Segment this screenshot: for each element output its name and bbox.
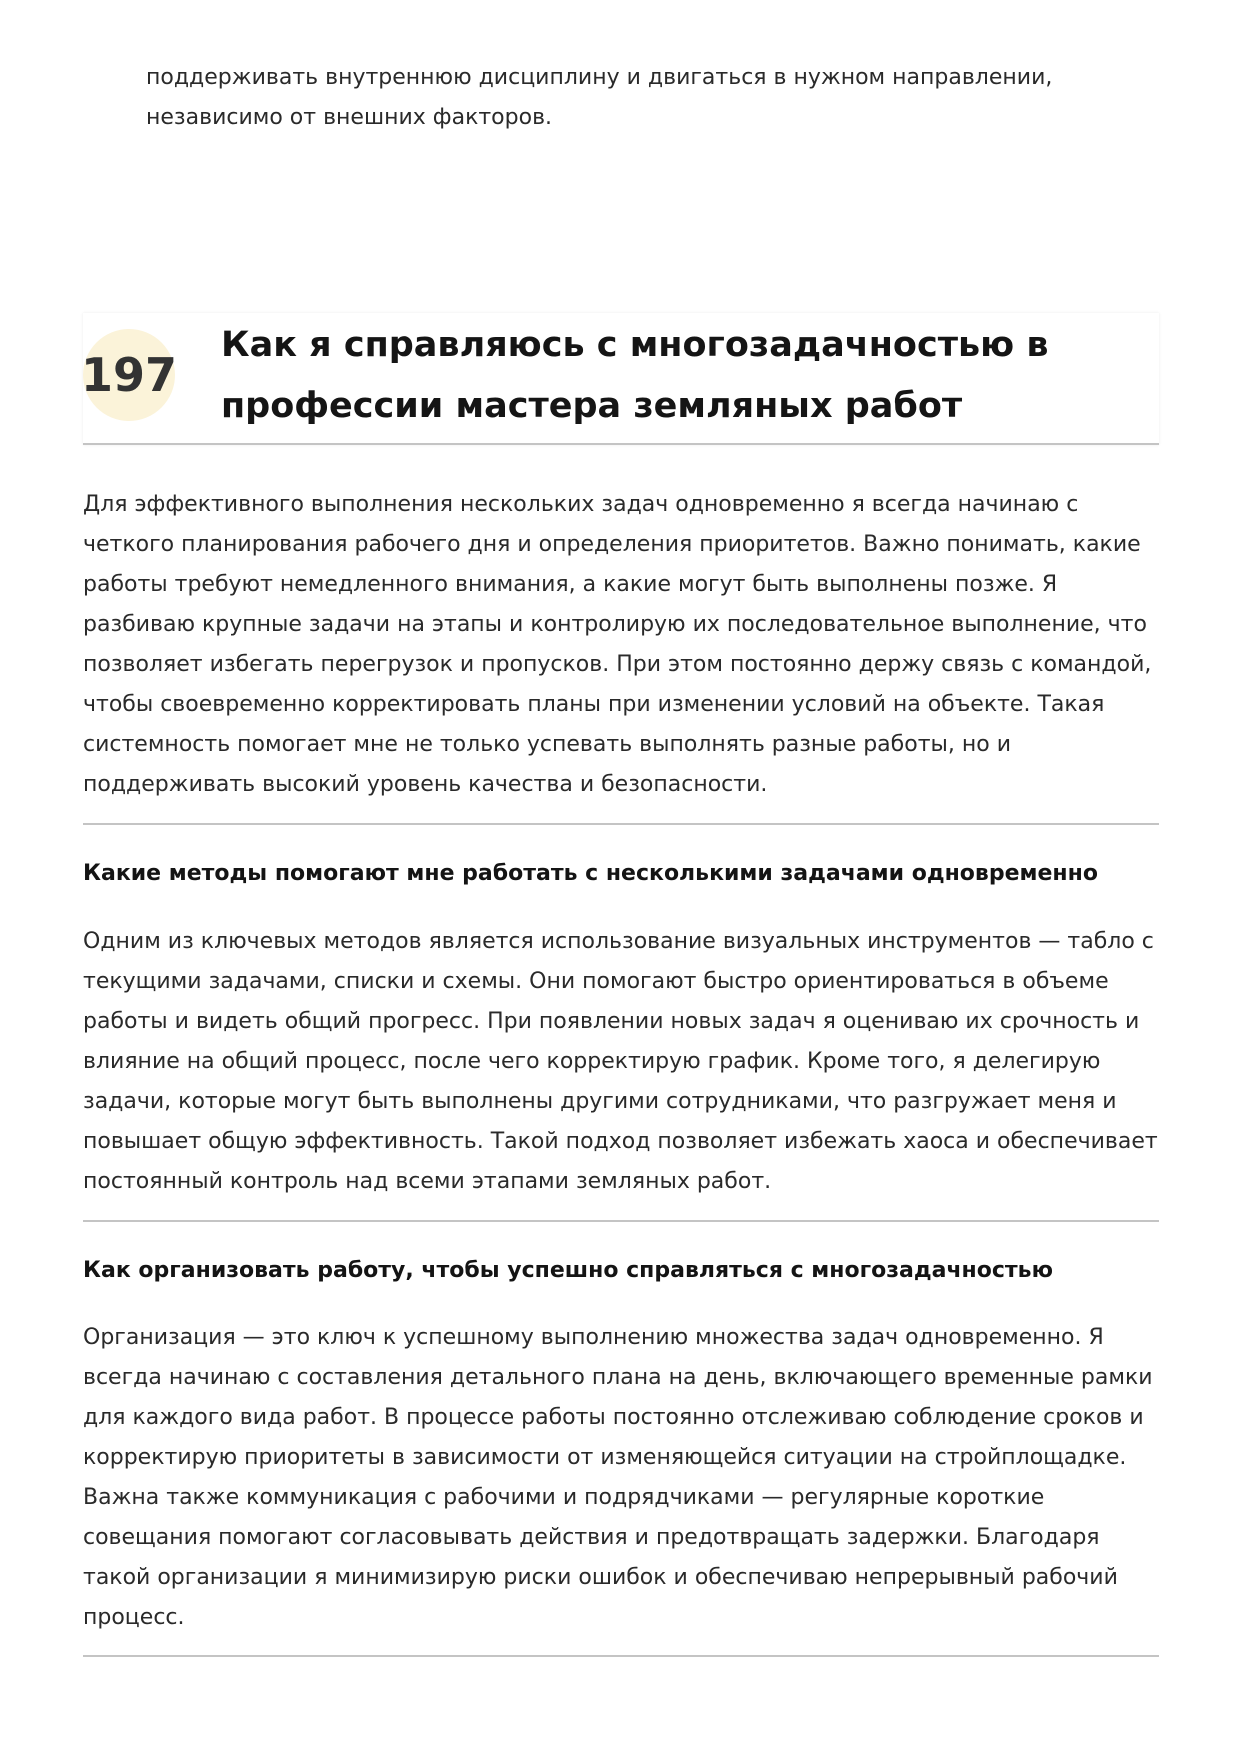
section-paragraph: Для эффективного выполнения нескольких задач одновременно я всегда начинаю с четкого планирования рабочего дня и определения приоритетов. Важно понимать, какие работы требуют немедленного внимания, а какие могут быть выполнены позже. Я разбиваю крупные задачи на этапы и контролирую их последовательное выполнение, что позволяет избегать перегрузок и пропусков. При этом постоянно держу связь с командой, чтобы своевременно корректировать планы при изменении условий на объекте. Такая системность помогает мне не только успевать выполнять разные работы, но и поддерживать высокий уровень качества и безопасности.	[83, 492, 1152, 797]
question-answer-2: Организация — это ключ к успешному выполнению множества задач одновременно. Я всегда начинаю с составления детального плана на день, включающего временные рамки для каждого вида работ. В процессе работы постоянно отслеживаю соблюдение сроков и корректирую приоритеты в зависимости от изменяющейся ситуации на стройплощадке. Важна также коммуникация с рабочими и подрядчиками — регулярные короткие совещания помогают согласовывать действия и предотвращать задержки. Благодаря такой организации я минимизирую риски ошибок и обеспечиваю непрерывный рабочий процесс.	[83, 1325, 1153, 1630]
divider	[83, 1655, 1159, 1657]
section-number-badge: 197	[83, 329, 175, 421]
intro-paragraph: поддерживать внутреннюю дисциплину и двигаться в нужном направлении, независимо от внешних факторов.	[146, 65, 1053, 130]
divider	[83, 823, 1159, 825]
question-heading-1: Какие методы помогают мне работать с несколькими задачами одновременно	[83, 861, 1098, 886]
question-answer-1: Одним из ключевых методов является использование визуальных инструментов — табло с текущими задачами, списки и схемы. Они помогают быстро ориентироваться в объеме работы и видеть общий прогресс. При появлении новых задач я оцениваю их срочность и влияние на общий процесс, после чего корректирую график. Кроме того, я делегирую задачи, которые могут быть выполнены другими сотрудниками, что разгружает меня и повышает общую эффективность. Такой подход позволяет избежать хаоса и обеспечивает постоянный контроль над всеми этапами земляных работ.	[83, 929, 1158, 1194]
section-header	[80, 313, 1159, 445]
divider	[83, 1220, 1159, 1222]
question-heading-2: Как организовать работу, чтобы успешно справляться с многозадачностью	[83, 1258, 1053, 1283]
section-title: Как я справляюсь с многозадачностью в профессии мастера земляных работ	[221, 325, 1049, 426]
